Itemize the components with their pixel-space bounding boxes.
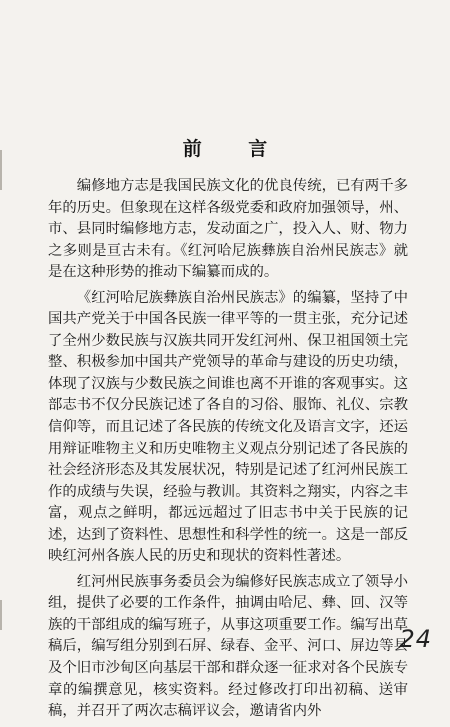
paragraph: 《红河哈尼族彝族自治州民族志》的编纂，坚持了中国共产党关于中国各民族一律平等的一贯主张，充分记述了全州少数民族与汉族共同开发红河州、保卫祖国领土完整、积极参加中国共产党领导的革命与建设的历史功绩，体现了汉族与少数民族之间谁也离不开谁的客观事实。这部志书不仅分民族记述了各自的习俗、服饰、礼仪、宗教信仰等，而且记述了各民族的传统文化及语言文字，还运用辩证唯物主义和历史唯物主义观点分别记述了各民族的社会经济形态及其发展状况，特别是记述了红河州民族工作的成绩与失误，经验与教训。其资料之翔实，内容之丰富，观点之鲜明，都远远超过了旧志书中关于民族的记述，达到了资料性、思想性和科学性的统一。这是一部反映红河州各族人民的历史和现状的资料性著述。 [48,289,408,565]
paragraph: 红河州民族事务委员会为编修好民族志成立了领导小组，提供了必要的工作条件，抽调由哈尼、彝、回、汉等族的干部组成的编写班子，从事这项重要工作。编写出草稿后，编写组分别到石屏、绿春、金平、河口、屏边等县及个旧市沙甸区向基层干部和群众逐一征求对各个民族专章的编撰意见，核实资料。经过修改打印出初稿、送审稿，并召开了两次志稿评议会，邀请省内外 [48,573,408,720]
page-number: 24 [399,625,432,653]
page-title: 前 言 [182,138,288,160]
scan-edge-mark [0,600,2,630]
body-text [48,176,408,727]
paragraph: 编修地方志是我国民族文化的优良传统，已有两千多年的历史。但象现在这样各级党委和政府加强领导，州、市、县同时编修地方志，发动面之广，投入人、财、物力之多则是亘古未有。《红河哈尼族彝族自治州民族志》就是在这种形势的推动下编纂而成的。 [48,178,408,281]
